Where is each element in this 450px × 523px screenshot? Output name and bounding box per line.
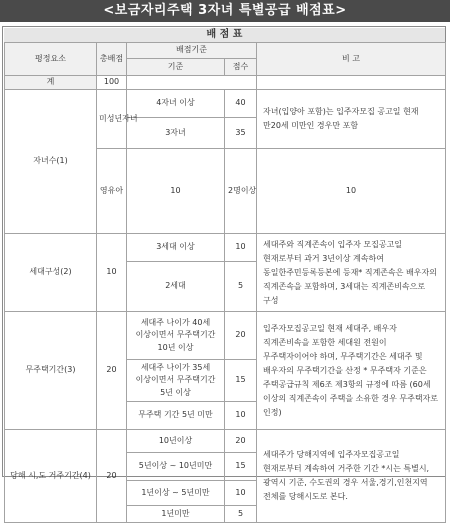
children-infant-label: 영유아 [97, 149, 127, 234]
residence-criteria-4: 1년미만 [127, 506, 225, 523]
children-infant-total: 10 [127, 149, 225, 234]
homeless-points-3: 10 [225, 402, 257, 430]
children-minor-label: 미성년자녀 [97, 90, 127, 149]
header-factor: 평정요소 [5, 43, 97, 76]
residence-criteria-2: 5년이상 ~ 10년미만 [127, 453, 225, 481]
children-infant-criteria: 2명이상 [225, 149, 257, 234]
homeless-total: 20 [97, 312, 127, 430]
residence-points-1: 20 [225, 430, 257, 453]
children-minor-criteria-2: 3자녀 [127, 118, 225, 149]
header-total-points: 총배점 [97, 43, 127, 76]
household-criteria-2: 2세대 [127, 262, 225, 312]
residence-points-3: 10 [225, 481, 257, 506]
children-minor-criteria-1: 4자녀 이상 [127, 90, 225, 118]
homeless-criteria-2: 세대주 나이가 35세 이상이면서 무주택기간 5년 이상 [127, 360, 225, 402]
residence-points-4: 5 [225, 506, 257, 523]
children-factor: 자녀수(1) [5, 90, 97, 234]
household-note: 세대주와 직계존속이 입주자 모집공고일 현재로부터 과거 3년이상 계속하여 동일한주민등록등본에 등재* 직계존속은 배우자의 직계존속을 포함하며, 3세대는 직계존비속으로 구성 [257, 234, 446, 312]
household-total: 10 [97, 234, 127, 312]
children-infant-points: 10 [257, 149, 446, 234]
score-table [4, 42, 446, 523]
household-factor: 세대구성(2) [5, 234, 97, 312]
table-title: 배 점 표 [4, 28, 445, 43]
homeless-points-2: 15 [225, 360, 257, 402]
residence-criteria-1: 10년이상 [127, 430, 225, 453]
homeless-factor: 무주택기간(3) [5, 312, 97, 430]
page-title: <보금자리주택 3자녀 특별공급 배점표> [0, 0, 450, 22]
header-criteria: 기준 [127, 59, 225, 76]
homeless-points-1: 20 [225, 312, 257, 360]
household-points-1: 10 [225, 234, 257, 262]
homeless-criteria-3: 무주택 기간 5년 미만 [127, 402, 225, 430]
household-criteria-1: 3세대 이상 [127, 234, 225, 262]
children-minor-points-1: 40 [225, 90, 257, 118]
children-minor-points-2: 35 [225, 118, 257, 149]
homeless-criteria-1: 세대주 나이가 40세 이상이면서 무주택기간 10년 이상 [127, 312, 225, 360]
children-minor-note: 자녀(입양아 포함)는 입주자모집 공고일 현재 만20세 미만인 경우만 포함 [257, 90, 446, 149]
total-value: 100 [97, 76, 127, 90]
residence-factor: 당해 시,도 거주기간(4) [5, 430, 97, 523]
header-points: 점수 [225, 59, 257, 76]
header-notes: 비 고 [257, 43, 446, 76]
residence-criteria-3: 1년이상 ~ 5년미만 [127, 481, 225, 506]
residence-note: 세대주가 당해지역에 입주자모집공고일 현재로부터 계속하여 거주한 기간 *시는 특별시,광역시 기준, 수도권의 경우 서울,경기,인천지역 전체를 당해시도로 본다. [257, 430, 446, 523]
total-empty-cell [127, 76, 257, 90]
total-note-cell [257, 76, 446, 90]
total-label: 계 [5, 76, 97, 90]
residence-total: 20 [97, 430, 127, 523]
homeless-note: 입주자모집공고일 현재 세대주, 배우자 직계존비속을 포함한 세대원 전원이 무주택자이어야 하며, 무주택기간은 세대주 및 배우자의 무주택기간을 산정 * 무주택자 기준은 주택공급규칙 제6조 제3항의 규정에 따름 (60세 이상의 직계존속이 주택을 소유한 경우 무주택자로 인정) [257, 312, 446, 430]
household-points-2: 5 [225, 262, 257, 312]
header-criteria-group: 배점기준 [127, 43, 257, 59]
residence-points-2: 15 [225, 453, 257, 481]
